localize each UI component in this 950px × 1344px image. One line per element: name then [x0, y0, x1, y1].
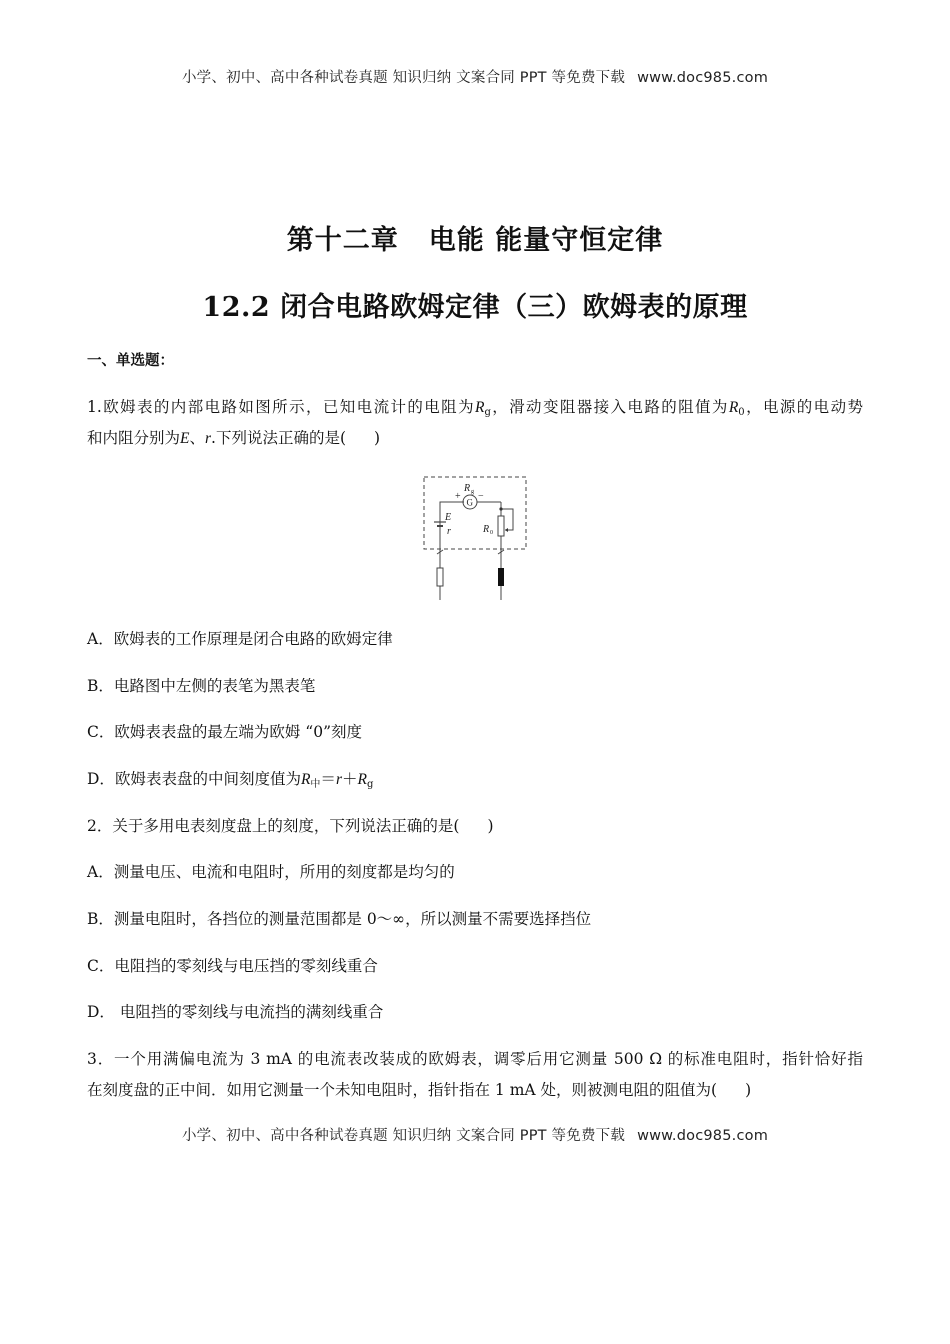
- question-1-option-c[interactable]: [87, 720, 362, 742]
- question-2-stem: [87, 814, 494, 836]
- ohmmeter-circuit-diagram: [420, 474, 532, 602]
- svg-text:0: 0: [490, 530, 493, 536]
- var-e: E: [180, 430, 190, 447]
- answer-paren: ): [745, 1081, 752, 1099]
- footer-banner: [0, 1124, 950, 1145]
- option-text: 电阻挡的零刻线与电压挡的零刻线重合: [114, 957, 378, 975]
- option-text: 电阻挡的零刻线与电流挡的满刻线重合: [114, 1003, 384, 1021]
- svg-text:R: R: [483, 524, 490, 535]
- sub-zhong: 中: [310, 779, 321, 790]
- svg-text:+: +: [455, 491, 461, 502]
- svg-text:R: R: [464, 483, 471, 494]
- question-2-option-a[interactable]: [87, 860, 455, 882]
- option-key: B．: [87, 677, 114, 695]
- plus: ＋: [341, 770, 358, 788]
- option-text: 测量电阻时，各挡位的测量范围都是 0～∞，所以测量不需要选择挡位: [113, 910, 592, 928]
- question-3-stem-line2: [87, 1078, 751, 1100]
- chapter-name: 电能 能量守恒定律: [428, 225, 664, 256]
- header-banner-url[interactable]: www.doc985.com: [637, 70, 769, 86]
- svg-text:r: r: [447, 526, 451, 537]
- stem-text: 、: [189, 429, 205, 447]
- question-2-option-c[interactable]: [87, 954, 378, 976]
- var-r: R: [728, 399, 739, 416]
- svg-text:E: E: [445, 512, 452, 523]
- chapter-number: 第十二章: [286, 225, 399, 256]
- option-key: A．: [87, 863, 114, 881]
- var-r-small: r: [205, 430, 212, 447]
- option-key: B．: [87, 910, 114, 928]
- var-r: R: [357, 771, 367, 788]
- circuit-icon: [420, 474, 532, 602]
- svg-text:G: G: [466, 497, 473, 508]
- answer-paren: ): [487, 817, 494, 835]
- var-r-small: r: [335, 771, 342, 788]
- question-1-stem-line1: [87, 395, 863, 418]
- footer-banner-url[interactable]: www.doc985.com: [637, 1128, 769, 1144]
- section-heading: 一、单选题：: [87, 353, 174, 369]
- stem-text: 关于多用电表刻度盘上的刻度，下列说法正确的是(: [112, 817, 460, 835]
- equals: ＝: [320, 770, 336, 788]
- question-2-option-b[interactable]: [87, 907, 591, 929]
- stem-text: 欧姆表的内部电路如图所示，已知电流计的电阻为: [101, 398, 475, 416]
- svg-text:g: g: [471, 489, 474, 495]
- option-text: 电路图中左侧的表笔为黑表笔: [113, 677, 316, 695]
- sub-g: g: [484, 407, 491, 418]
- option-text: 欧姆表表盘的最左端为欧姆 “0”刻度: [114, 723, 363, 741]
- stem-text: 和内阻分别为: [87, 429, 181, 447]
- question-1-option-a[interactable]: [87, 627, 393, 649]
- option-key: C．: [87, 723, 115, 741]
- stem-text: 在刻度盘的正中间．如用它测量一个未知电阻时，指针指在 1 mA 处，则被测电阻的阻值为(: [87, 1081, 718, 1099]
- footer-banner-text: 小学、初中、高中各种试卷真题 知识归纳 文案合同 PPT 等免费下载: [181, 1128, 626, 1144]
- question-number: 1.: [87, 398, 102, 416]
- question-number: 3．: [87, 1050, 115, 1068]
- question-1-option-d[interactable]: [87, 767, 373, 790]
- question-1-option-b[interactable]: [87, 674, 315, 696]
- question-number: 2．: [87, 817, 113, 835]
- stem-text: ，滑动变阻器接入电路的阻值为: [490, 398, 729, 416]
- option-key: D．: [87, 1003, 115, 1021]
- answer-paren: ): [374, 429, 381, 447]
- header-banner-text: 小学、初中、高中各种试卷真题 知识归纳 文案合同 PPT 等免费下载: [181, 70, 626, 86]
- var-r: R: [474, 399, 485, 416]
- svg-text:−: −: [478, 491, 484, 502]
- option-text: 欧姆表表盘的中间刻度值为: [114, 770, 301, 788]
- question-1-stem-line2: [87, 426, 380, 448]
- option-key: D．: [87, 770, 115, 788]
- option-text: 欧姆表的工作原理是闭合电路的欧姆定律: [113, 630, 393, 648]
- sub-g: g: [366, 779, 374, 790]
- option-key: C．: [87, 957, 115, 975]
- stem-text: .下列说法正确的是(: [211, 429, 347, 447]
- section-title: 12.2 闭合电路欧姆定律（三）欧姆表的原理: [202, 292, 748, 323]
- option-text: 测量电压、电流和电阻时，所用的刻度都是均匀的: [113, 863, 455, 881]
- sub-0: 0: [738, 407, 745, 418]
- chapter-title: [0, 218, 950, 257]
- option-key: A．: [87, 630, 114, 648]
- header-banner: [0, 66, 950, 87]
- var-r: R: [300, 771, 311, 788]
- question-2-option-d[interactable]: [87, 1000, 383, 1022]
- question-3-stem-line1: [87, 1047, 863, 1069]
- stem-text: 一个用满偏电流为 3 mA 的电流表改装成的欧姆表，调零后用它测量 500 Ω 的标准电阻时，指针恰好指: [114, 1050, 863, 1068]
- stem-text: ，电源的电动势: [744, 398, 863, 416]
